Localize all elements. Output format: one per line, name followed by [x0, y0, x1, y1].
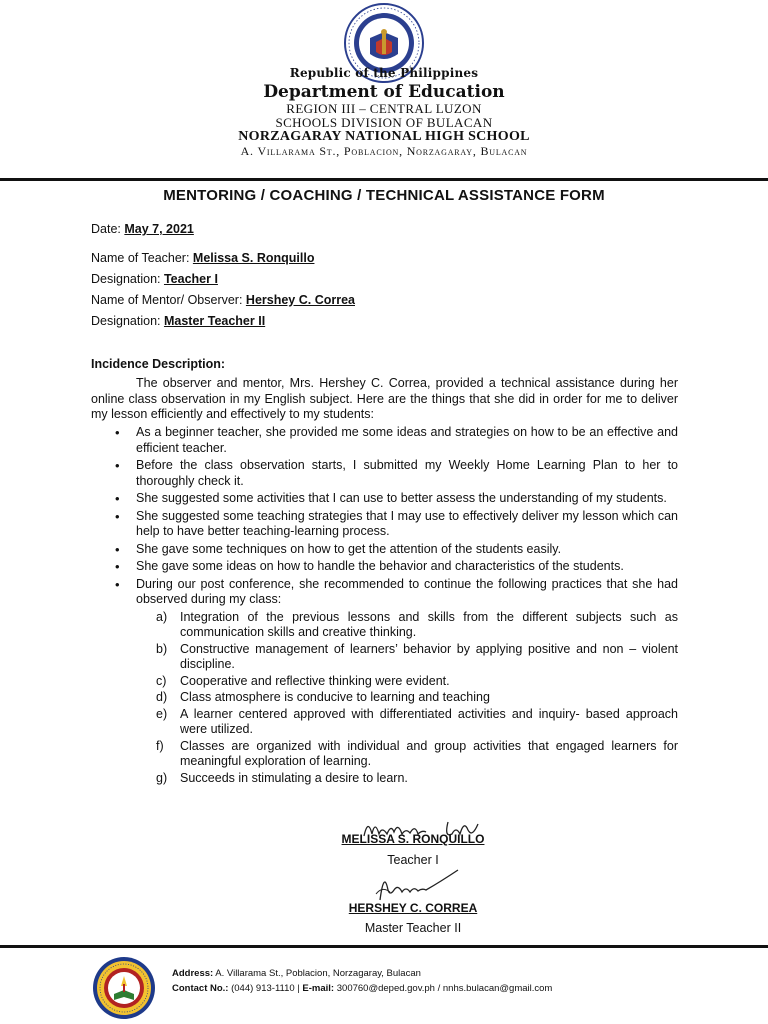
mentor-value: Hershey C. Correa [245, 293, 355, 307]
footer-email-value: 300760@deped.gov.ph / nnhs.bulacan@gmail.com [334, 983, 553, 994]
sub-item-text: Class atmosphere is conducive to learning and teaching [180, 690, 490, 704]
footer-address-value: A. Villarama St., Poblacion, Norzagaray, Bulacan [213, 968, 421, 979]
header-divider [0, 178, 768, 181]
sub-item-label: d) [156, 690, 168, 704]
department-heading: Department of Education [263, 82, 505, 102]
practices-sublist [136, 610, 678, 787]
incidence-bullet-list [91, 425, 678, 788]
designation-label: Designation: [91, 272, 164, 286]
incidence-paragraph: The observer and mentor, Mrs. Hershey C. Correa, provided a technical assistance during her online class observation in my English subject. Here are the things that she did in order for me to deliver my lesson efficiently and effectively to my students: [91, 376, 678, 421]
mentor-signatory-role: Master Teacher II [364, 921, 462, 935]
region-heading: REGION III – CENTRAL LUZON [286, 101, 482, 116]
teacher-signatory-name: MELISSA S. RONQUILLO [341, 832, 485, 846]
sub-item-text: Integration of the previous lessons and skills from the different subjects such as communication skills and creative thinking. [180, 609, 678, 639]
republic-heading: Republic of the Philippines [289, 66, 479, 80]
list-item: • She gave some ideas on how to handle the behavior and characteristics of the students. [91, 559, 678, 575]
mentor-signatory-name: HERSHEY C. CORREA [348, 901, 478, 915]
list-item: • As a beginner teacher, she provided me some ideas and strategies on how to be an effective and efficient teacher. [91, 425, 678, 456]
school-logo-icon [92, 956, 156, 1020]
teacher-value: Melissa S. Ronquillo [192, 251, 315, 265]
date-field [91, 222, 194, 236]
list-item [91, 577, 678, 787]
footer-address [172, 968, 421, 979]
footer-address-label: Address: [172, 968, 214, 979]
teacher-signatory-role: Teacher I [387, 853, 439, 867]
sub-item-label: c) [156, 673, 167, 688]
sub-item-label: f) [156, 738, 164, 753]
mentor-designation-label: Designation: [91, 314, 164, 328]
sub-item-label: e) [156, 706, 168, 721]
sub-item-text: Cooperative and reflective thinking were evident. [180, 673, 450, 688]
sub-item-label: b) [156, 641, 168, 656]
sub-item-label: g) [156, 770, 168, 785]
mentor-designation-field [91, 314, 265, 328]
list-item: • Before the class observation starts, I submitted my Weekly Home Learning Plan to her to thoroughly check it. [91, 458, 678, 489]
school-address: A. Villarama St., Poblacion, Norzagaray, Bulacan [240, 144, 528, 158]
sub-list-item [136, 674, 678, 690]
footer-contact-label: Contact No.: [172, 983, 229, 994]
sub-list-item [136, 739, 678, 770]
sub-list-item [136, 610, 678, 641]
footer-contact-value: (044) 913-1110 | [228, 983, 303, 994]
sub-list-item [136, 707, 678, 738]
list-item-text: During our post conference, she recommended to continue the following practices that she had observed during my class: [136, 576, 678, 606]
sub-item-text: Constructive management of learners’ behavior by applying positive and non – violent discipline. [180, 641, 678, 671]
form-title: MENTORING / COACHING / TECHNICAL ASSISTANCE FORM [163, 187, 605, 204]
sub-list-item [136, 690, 678, 706]
sub-list-item [136, 642, 678, 673]
sub-item-label: a) [156, 609, 168, 624]
mentor-label: Name of Mentor/ Observer: [91, 293, 246, 307]
designation-value: Teacher I [163, 272, 218, 286]
footer-contact [172, 983, 552, 994]
list-item: • She suggested some activities that I can use to better assess the understanding of my students. [91, 491, 678, 507]
mentor-field [91, 293, 355, 307]
footer-divider [0, 945, 768, 948]
division-heading: SCHOOLS DIVISION OF BULACAN [275, 115, 493, 130]
date-label: Date: [91, 222, 125, 236]
designation-field [91, 272, 218, 286]
sub-list-item [136, 771, 678, 787]
mentor-designation-value: Master Teacher II [163, 314, 266, 328]
list-item: • She gave some techniques on how to get the attention of the students easily. [91, 542, 678, 558]
footer-email-label: E-mail: [302, 983, 335, 994]
date-value: May 7, 2021 [124, 222, 194, 236]
incidence-heading: Incidence Description: [91, 357, 226, 371]
list-item: • She suggested some teaching strategies that I may use to effectively deliver my lesson which can help to have better teaching-learning process. [91, 509, 678, 540]
sub-item-text: Succeeds in stimulating a desire to learn. [180, 770, 408, 785]
sub-item-text: Classes are organized with individual and group activities that engaged learners for meaningful exploration of learning. [180, 738, 678, 768]
sub-item-text: A learner centered approved with differentiated activities and inquiry- based approach were utilized. [180, 706, 678, 736]
school-heading: NORZAGARAY NATIONAL HIGH SCHOOL [238, 129, 530, 144]
teacher-field [91, 251, 314, 265]
teacher-label: Name of Teacher: [91, 251, 193, 265]
mentor-signature-icon [370, 864, 470, 904]
